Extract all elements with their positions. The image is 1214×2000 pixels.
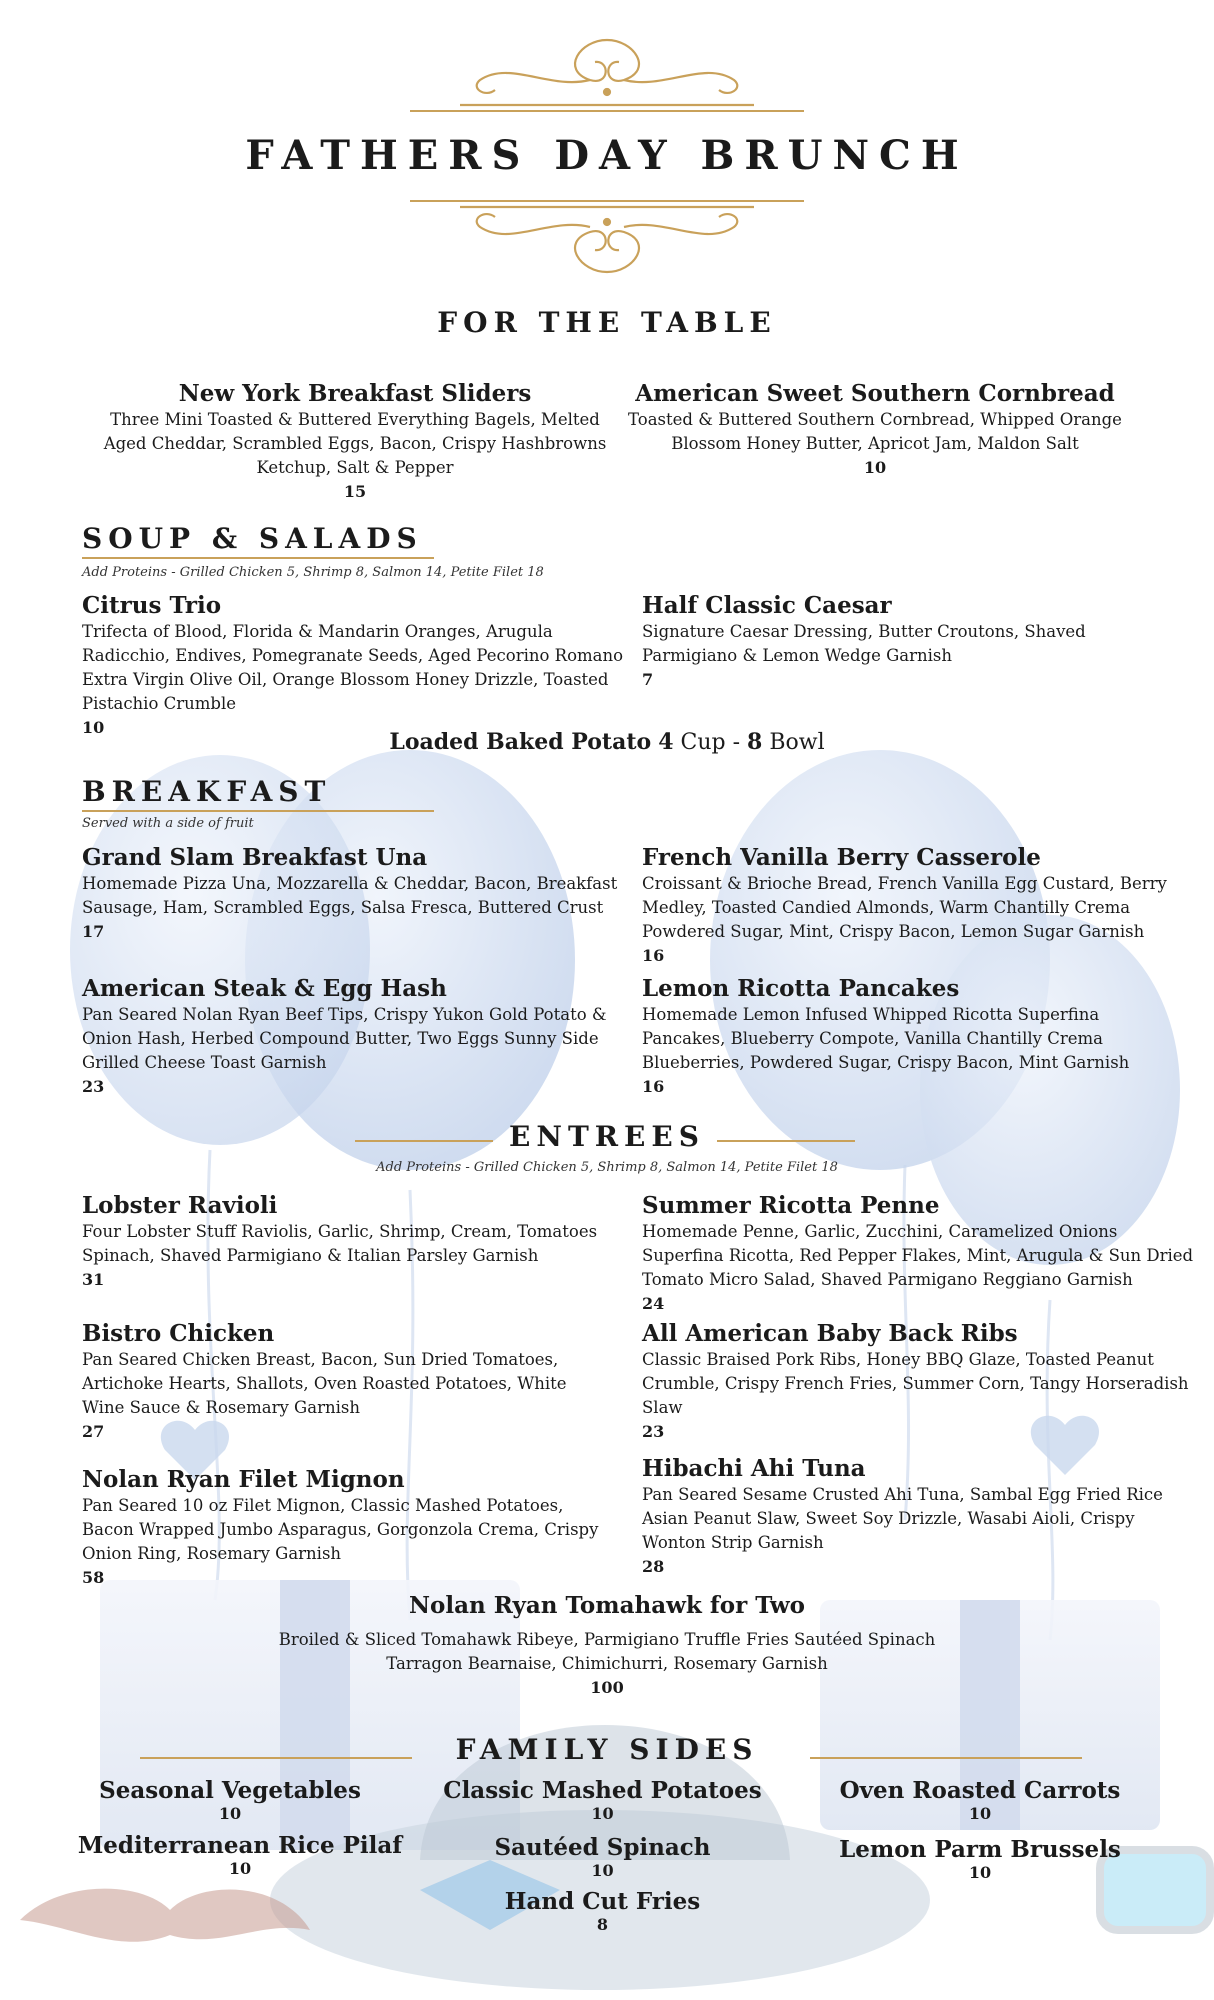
menu-item [82,1320,642,1444]
side-name: Sautéed Spinach [494,1834,711,1861]
menu-item [82,975,642,1099]
side-price: 10 [228,1859,252,1878]
side-price: 10 [591,1861,614,1880]
sides-rule-right [810,1757,1082,1759]
loaded-baked-potato [0,729,1214,755]
item-name: Half Classic Caesar [642,592,892,619]
item-desc-line: Blueberries, Powdered Sugar, Crispy Bacon, Mint Garnish [642,1053,1130,1072]
side-name: Seasonal Vegetables [99,1777,361,1804]
item-price: 58 [82,1568,105,1587]
menu-item [82,592,642,740]
side-price: 10 [968,1804,992,1823]
item-desc-line: Onion Ring, Rosemary Garnish [82,1544,342,1563]
side-name: Oven Roasted Carrots [839,1777,1121,1804]
side-price: 10 [218,1804,242,1823]
menu-item [82,844,642,944]
item-desc-line: Wonton Strip Garnish [642,1533,824,1552]
side-name: Hand Cut Fries [504,1888,701,1915]
item-desc-line: Aged Cheddar, Scrambled Eggs, Bacon, Crispy Hashbrowns [103,434,607,453]
page-title: FATHERS DAY BRUNCH [245,132,969,179]
menu-item [642,1455,1202,1579]
bottom-ornament [440,202,774,292]
item-desc-line: Homemade Lemon Infused Whipped Ricotta Superfina [642,1005,1100,1024]
item-price: 17 [82,922,105,941]
item-price: 7 [642,670,654,689]
item-desc-line: Tomato Micro Salad, Shaved Parmigano Reggiano Garnish [642,1270,1133,1289]
side-price: 8 [596,1915,609,1934]
item-desc-line: Homemade Pizza Una, Mozzarella & Cheddar, Bacon, Breakfast [82,874,618,893]
item-desc-line: Wine Sauce & Rosemary Garnish [82,1398,360,1417]
item-desc-line: Tarragon Bearnaise, Chimichurri, Rosemary Garnish [386,1654,828,1673]
side-item [820,1777,1140,1823]
item-name: American Sweet Southern Cornbread [635,380,1115,407]
menu-item [642,1320,1202,1444]
item-desc-line: Radicchio, Endives, Pomegranate Seeds, Aged Pecorino Romano [82,646,624,665]
item-name: Lemon Ricotta Pancakes [642,975,960,1002]
item-desc-line: Trifecta of Blood, Florida & Mandarin Oranges, Arugula [82,622,553,641]
item-desc-line: Broiled & Sliced Tomahawk Ribeye, Parmigiano Truffle Fries Sautéed Spinach [278,1630,936,1649]
bowl-price: 8 [747,729,763,755]
item-desc-line: Extra Virgin Olive Oil, Orange Blossom Honey Drizzle, Toasted [82,670,609,689]
item-desc-line: Homemade Penne, Garlic, Zucchini, Caramelized Onions [642,1222,1118,1241]
item-name: American Steak & Egg Hash [82,975,447,1002]
item-desc-line: Crumble, Crispy French Fries, Summer Corn, Tangy Horseradish [642,1374,1189,1393]
section-note: Served with a side of fruit [82,816,254,831]
cup-label: Cup - [680,730,741,755]
item-name: All American Baby Back Ribs [642,1320,1018,1347]
item-name: Summer Ricotta Penne [642,1192,940,1219]
side-name: Classic Mashed Potatoes [443,1777,762,1804]
section-heading-breakfast: BREAKFAST [82,775,332,808]
section-rule [82,557,434,559]
item-desc-line: Croissant & Brioche Bread, French Vanilla Egg Custard, Berry [642,874,1167,893]
item-price: 23 [82,1077,105,1096]
item-price: 100 [590,1678,624,1697]
item-desc-line: Pan Seared Chicken Breast, Bacon, Sun Dried Tomatoes, [82,1350,559,1369]
item-price: 10 [82,718,105,737]
item-name: Citrus Trio [82,592,222,619]
item-desc-line: Medley, Toasted Candied Almonds, Warm Chantilly Crema [642,898,1131,917]
section-heading-soup-salads: SOUP & SALADS [82,522,423,555]
entrees-rule-right [717,1140,855,1142]
side-item [820,1836,1140,1882]
menu-item [642,844,1182,968]
item-desc-line: Artichoke Hearts, Shallots, Oven Roasted Potatoes, White [82,1374,567,1393]
item-name: Loaded Baked Potato [389,729,652,755]
section-note: Add Proteins - Grilled Chicken 5, Shrimp 8, Salmon 14, Petite Filet 18 [82,565,544,580]
featured-item [0,1592,1214,1700]
menu-item [642,1192,1202,1316]
item-desc-line: Onion Hash, Herbed Compound Butter, Two Eggs Sunny Side [82,1029,599,1048]
menu-item [82,1466,642,1590]
item-price: 10 [863,458,887,477]
section-heading-entrees: ENTREES [509,1120,705,1153]
item-name: Lobster Ravioli [82,1192,278,1219]
item-price: 23 [642,1422,665,1441]
item-desc-line: Spinach, Shaved Parmigiano & Italian Parsley Garnish [82,1246,539,1265]
section-heading-family-sides: FAMILY SIDES [455,1733,759,1766]
item-desc-line: Sausage, Ham, Scrambled Eggs, Salsa Fresca, Buttered Crust [82,898,604,917]
menu-item [642,975,1182,1099]
item-desc-line: Pan Seared Sesame Crusted Ahi Tuna, Sambal Egg Fried Rice [642,1485,1163,1504]
item-desc-line: Slaw [642,1398,683,1417]
side-item [440,1834,765,1880]
section-note: Add Proteins - Grilled Chicken 5, Shrimp 8, Salmon 14, Petite Filet 18 [376,1160,838,1175]
item-name: French Vanilla Berry Casserole [642,844,1041,871]
section-heading-for-the-table: FOR THE TABLE [437,306,777,339]
item-desc-line: Pancakes, Blueberry Compote, Vanilla Chantilly Crema [642,1029,1103,1048]
item-price: 16 [642,946,665,965]
menu-item [100,380,610,504]
side-item [70,1832,410,1878]
menu-item [642,592,1162,692]
menu-item [82,1192,642,1292]
item-desc-line: Signature Caesar Dressing, Butter Croutons, Shaved [642,622,1086,641]
item-desc-line: Powdered Sugar, Mint, Crispy Bacon, Lemon Sugar Garnish [642,922,1145,941]
bowl-label: Bowl [769,730,825,755]
side-price: 10 [591,1804,614,1823]
item-price: 15 [343,482,367,501]
item-desc-line: Bacon Wrapped Jumbo Asparagus, Gorgonzola Crema, Crispy [82,1520,599,1539]
top-ornament [440,30,774,110]
item-name: New York Breakfast Sliders [178,380,532,407]
side-name: Mediterranean Rice Pilaf [77,1832,403,1859]
item-desc-line: Pistachio Crumble [82,694,237,713]
item-name: Nolan Ryan Filet Mignon [82,1466,405,1493]
item-desc-line: Superfina Ricotta, Red Pepper Flakes, Mint, Arugula & Sun Dried [642,1246,1194,1265]
item-desc-line: Parmigiano & Lemon Wedge Garnish [642,646,953,665]
side-item [440,1888,765,1934]
side-price: 10 [968,1863,992,1882]
side-item [440,1777,765,1823]
title-top-rule [410,110,804,112]
item-price: 16 [642,1077,665,1096]
item-desc-line: Ketchup, Salt & Pepper [256,458,454,477]
item-desc-line: Three Mini Toasted & Buttered Everything Bagels, Melted [110,410,600,429]
item-desc-line: Four Lobster Stuff Raviolis, Garlic, Shrimp, Cream, Tomatoes [82,1222,598,1241]
item-name: Grand Slam Breakfast Una [82,844,428,871]
item-desc-line: Classic Braised Pork Ribs, Honey BBQ Glaze, Toasted Peanut [642,1350,1154,1369]
item-desc-line: Asian Peanut Slaw, Sweet Soy Drizzle, Wasabi Aioli, Crispy [642,1509,1135,1528]
item-name: Hibachi Ahi Tuna [642,1455,866,1482]
item-name: Bistro Chicken [82,1320,275,1347]
item-desc-line: Grilled Cheese Toast Garnish [82,1053,327,1072]
section-rule [82,810,434,812]
item-price: 27 [82,1422,105,1441]
item-desc-line: Pan Seared Nolan Ryan Beef Tips, Crispy Yukon Gold Potato & [82,1005,607,1024]
item-price: 31 [82,1270,105,1289]
item-desc-line: Pan Seared 10 oz Filet Mignon, Classic Mashed Potatoes, [82,1496,564,1515]
item-price: 28 [642,1557,665,1576]
side-item [70,1777,390,1823]
item-desc-line: Blossom Honey Butter, Apricot Jam, Maldon Salt [671,434,1079,453]
item-price: 24 [642,1294,665,1313]
menu-item [620,380,1130,480]
side-name: Lemon Parm Brussels [839,1836,1121,1863]
cup-price: 4 [658,729,674,755]
item-name: Nolan Ryan Tomahawk for Two [409,1592,805,1619]
item-desc-line: Toasted & Buttered Southern Cornbread, Whipped Orange [628,410,1122,429]
